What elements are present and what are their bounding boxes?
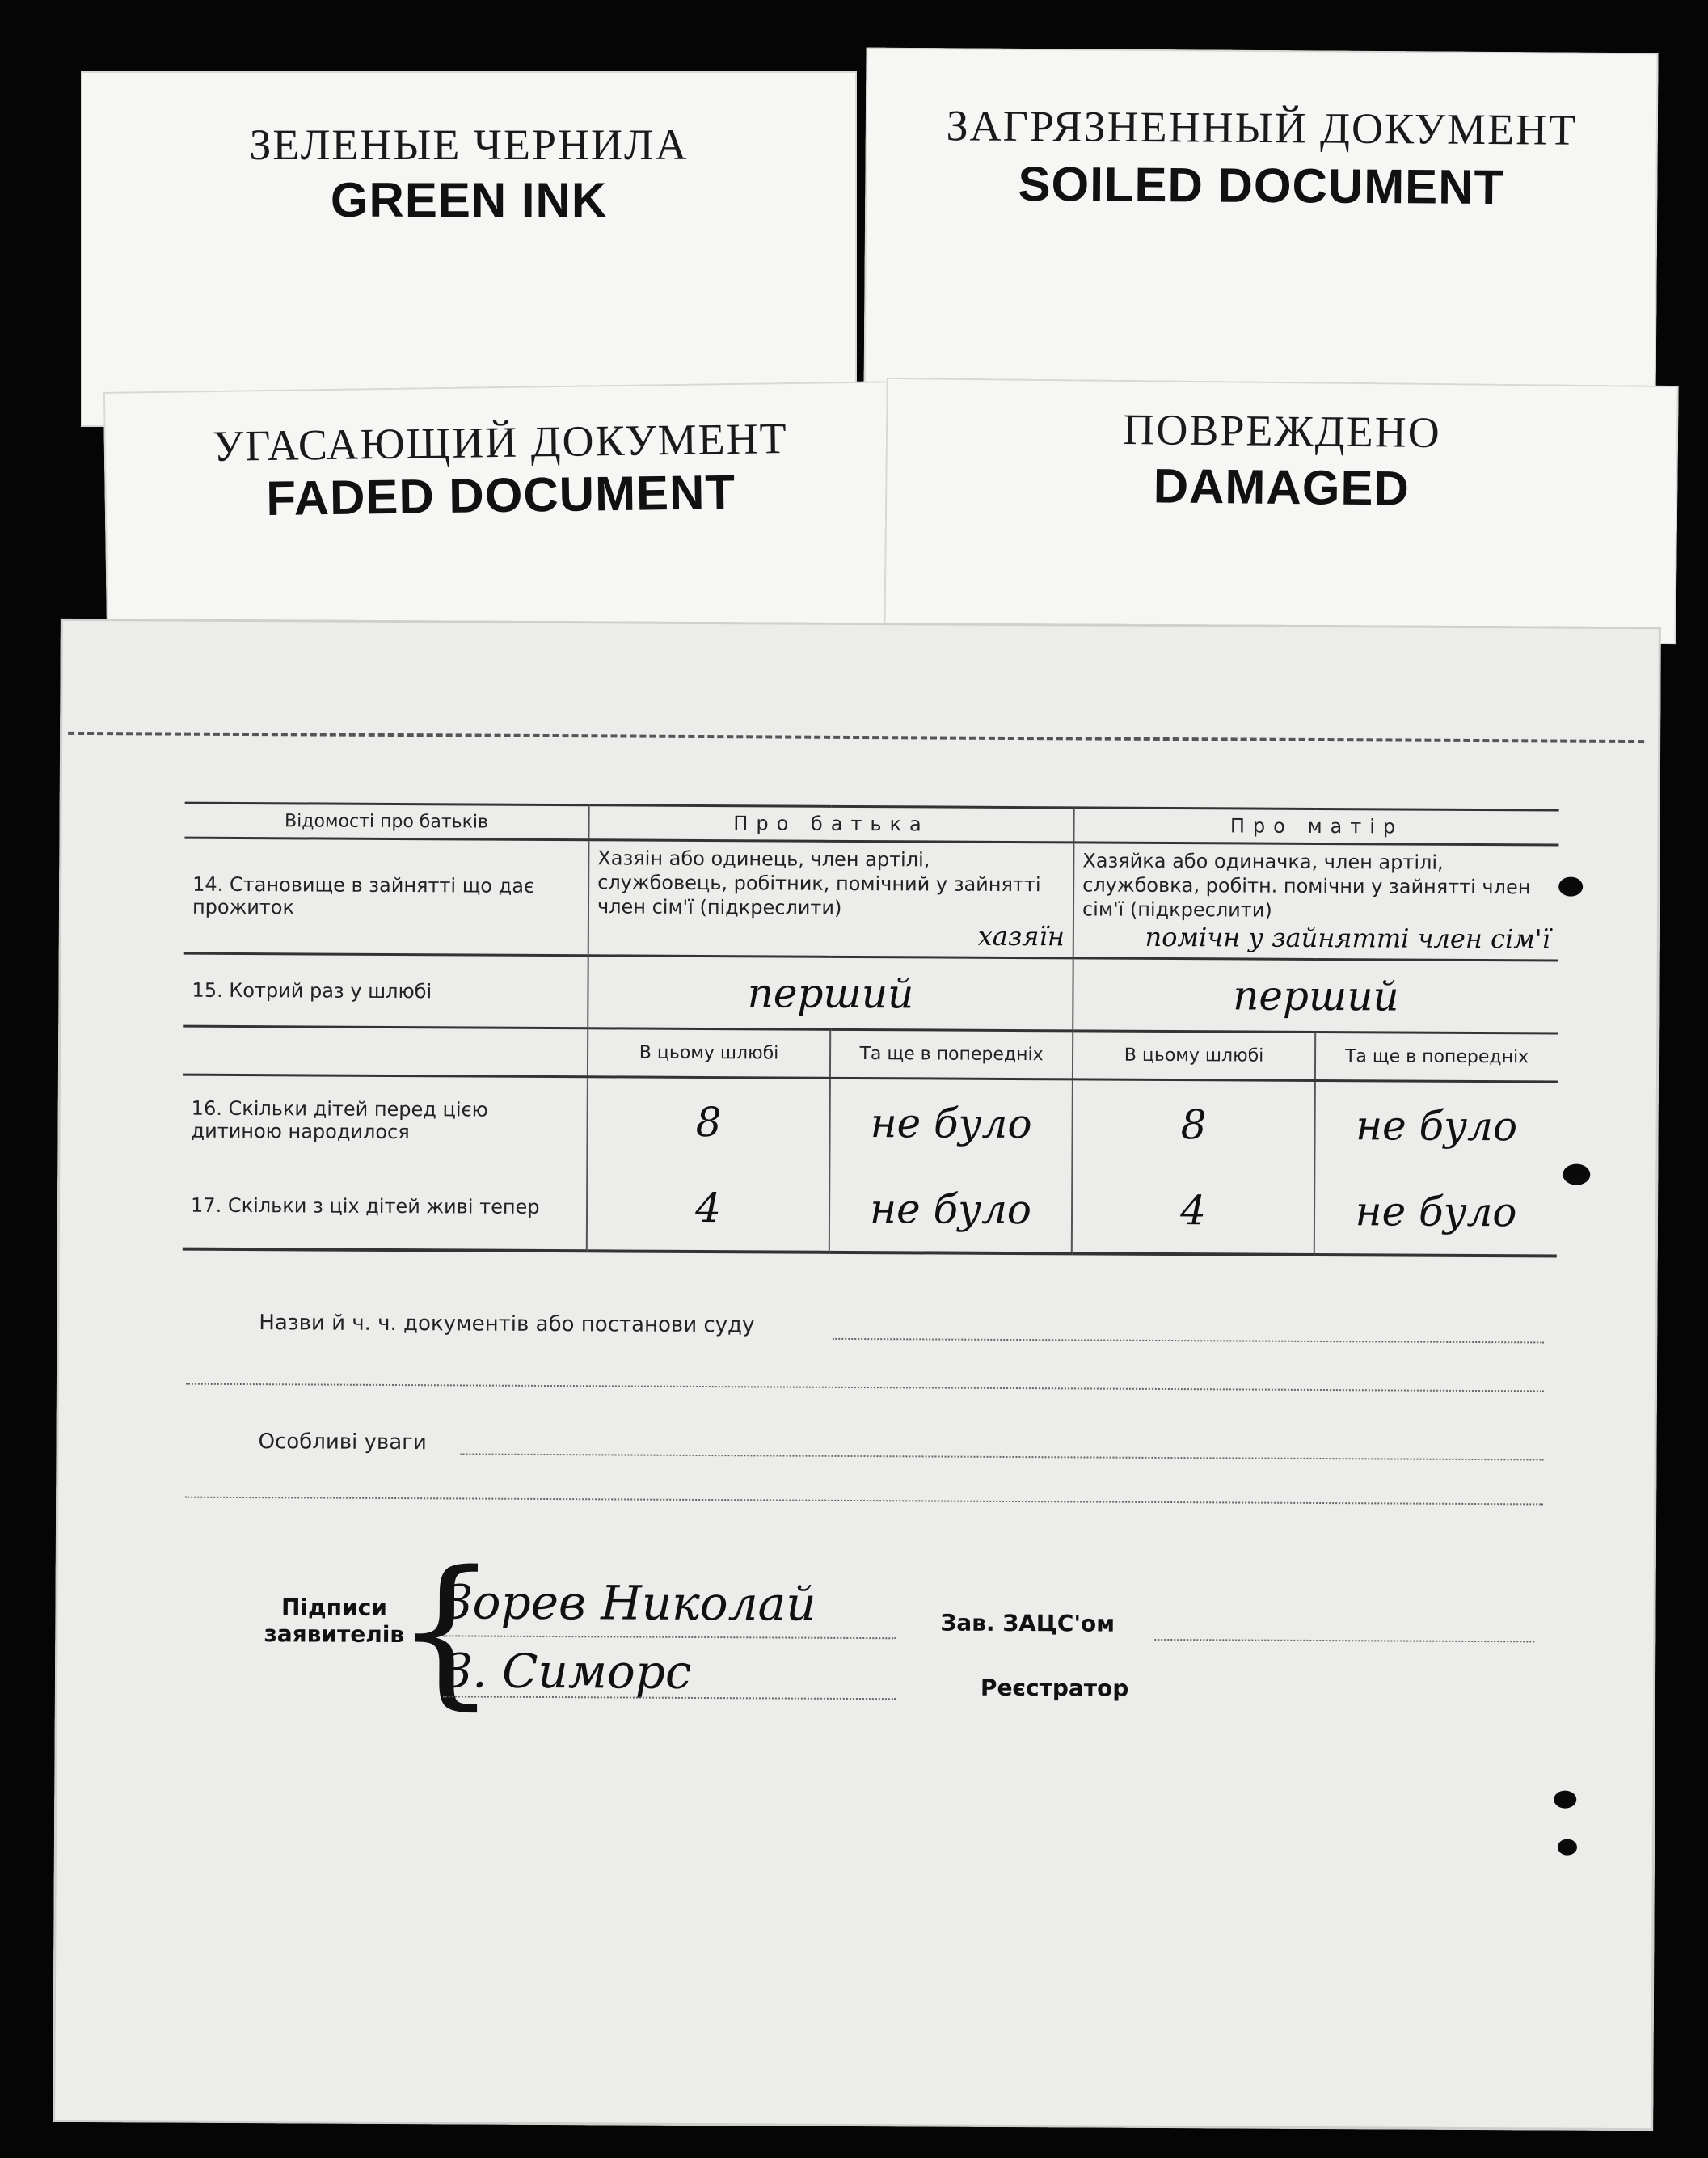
table-row-16 bbox=[183, 1075, 1558, 1171]
father-occupation-options: Хазяін або одинець, член артілі, службовець, робітник, помічний у зайнятті член сім'ї (підкреслити) bbox=[597, 847, 1041, 919]
ink-blot bbox=[1554, 1791, 1576, 1809]
father-children-born-this: 8 bbox=[587, 1077, 830, 1168]
father-marriage-number: перший bbox=[588, 956, 1073, 1031]
table-row-14 bbox=[184, 838, 1559, 961]
empty-cell bbox=[183, 1026, 588, 1077]
notice-ru-text: УГАСАЮЩИЙ ДОКУМЕНТ bbox=[212, 414, 789, 471]
header-mother: Про матір bbox=[1073, 808, 1558, 845]
registrar-label: Реєстратор bbox=[980, 1674, 1129, 1702]
head-signature-line bbox=[1154, 1639, 1534, 1642]
mother-children-alive-this: 4 bbox=[1072, 1168, 1315, 1255]
mother-marriage-number: перший bbox=[1073, 958, 1558, 1033]
mother-children-born-prev: не було bbox=[1314, 1080, 1558, 1171]
father-children-alive-prev: не було bbox=[829, 1167, 1073, 1253]
father-occupation-handwritten: хазяїн bbox=[977, 920, 1065, 952]
mother-occupation-handwritten: помічн у зайнятті член сім'ї bbox=[1145, 921, 1550, 955]
table-row-15 bbox=[183, 953, 1558, 1033]
remarks-label: Особливі уваги bbox=[258, 1430, 427, 1455]
notice-en-text: GREEN INK bbox=[330, 173, 608, 227]
documents-line-2 bbox=[186, 1383, 1544, 1392]
remarks-line bbox=[460, 1453, 1543, 1460]
row-label: 16. Скільки дітей перед цією дитиною народилося bbox=[183, 1075, 588, 1166]
applicant-signature-1: Зорев Николай bbox=[443, 1574, 816, 1632]
row-label: 17. Скільки з ціх дітей живі тепер bbox=[183, 1163, 588, 1251]
notice-card-green-ink bbox=[81, 71, 857, 427]
notice-ru-text: ЗАГРЯЗНЕННЫЙ ДОКУМЕНТ bbox=[946, 101, 1578, 154]
tear-line bbox=[68, 732, 1644, 743]
documents-line bbox=[833, 1338, 1544, 1344]
ink-blot bbox=[1558, 1839, 1577, 1856]
mother-occupation-cell bbox=[1073, 843, 1559, 961]
father-occupation-cell bbox=[588, 840, 1074, 958]
mother-children-born-this: 8 bbox=[1072, 1079, 1315, 1170]
row-label: 14. Становище в зайнятті що дає прожиток bbox=[184, 838, 589, 956]
remarks-line-2 bbox=[185, 1497, 1543, 1506]
mother-occupation-options: Хазяйка або одиначка, член артілі, службовка, робітн. помічни у зайнятті член сім'ї (підкреслити) bbox=[1082, 849, 1531, 922]
notice-card-faded bbox=[103, 381, 899, 643]
notice-en-text: FADED DOCUMENT bbox=[265, 464, 736, 526]
ink-blot bbox=[1558, 877, 1583, 897]
parents-info-table bbox=[183, 802, 1559, 1257]
header-parents-info: Відомості про батьків bbox=[184, 803, 588, 840]
applicant-signature-2: З. Симорс bbox=[442, 1643, 692, 1700]
table-row-17 bbox=[183, 1163, 1558, 1256]
subheader-this-marriage: В цьому шлюбі bbox=[588, 1028, 830, 1079]
notice-ru-text: ПОВРЕЖДЕНО bbox=[1123, 404, 1441, 458]
documents-label: Назви й ч. ч. документів або постанови суду bbox=[259, 1311, 755, 1338]
head-label: Зав. ЗАЦС'ом bbox=[940, 1609, 1115, 1637]
row-label: 15. Котрий раз у шлюбі bbox=[183, 953, 588, 1028]
notice-ru-text: ЗЕЛЕНЫЕ ЧЕРНИЛА bbox=[249, 120, 689, 169]
subheader-previous: Та ще в попередніх bbox=[830, 1029, 1073, 1079]
notice-en-text: SOILED DOCUMENT bbox=[1018, 156, 1505, 215]
signatures-label: Підписи заявителів bbox=[264, 1594, 405, 1649]
subheader-this-marriage: В цьому шлюбі bbox=[1073, 1031, 1315, 1081]
notice-card-soiled bbox=[863, 48, 1658, 409]
signatures-brace: { bbox=[394, 1536, 499, 1725]
father-children-alive-this: 4 bbox=[587, 1166, 830, 1252]
ink-blot bbox=[1563, 1164, 1590, 1185]
notice-en-text: DAMAGED bbox=[1153, 458, 1411, 516]
registry-form-sheet bbox=[53, 619, 1661, 2131]
signature-line-1 bbox=[443, 1635, 896, 1639]
subheader-previous: Та ще в попередніх bbox=[1315, 1032, 1558, 1082]
father-children-born-prev: не було bbox=[829, 1078, 1073, 1168]
header-father: Про батька bbox=[588, 805, 1073, 843]
notice-card-damaged bbox=[884, 378, 1678, 644]
mother-children-alive-prev: не було bbox=[1314, 1169, 1558, 1256]
table-subheader-row bbox=[183, 1026, 1558, 1082]
